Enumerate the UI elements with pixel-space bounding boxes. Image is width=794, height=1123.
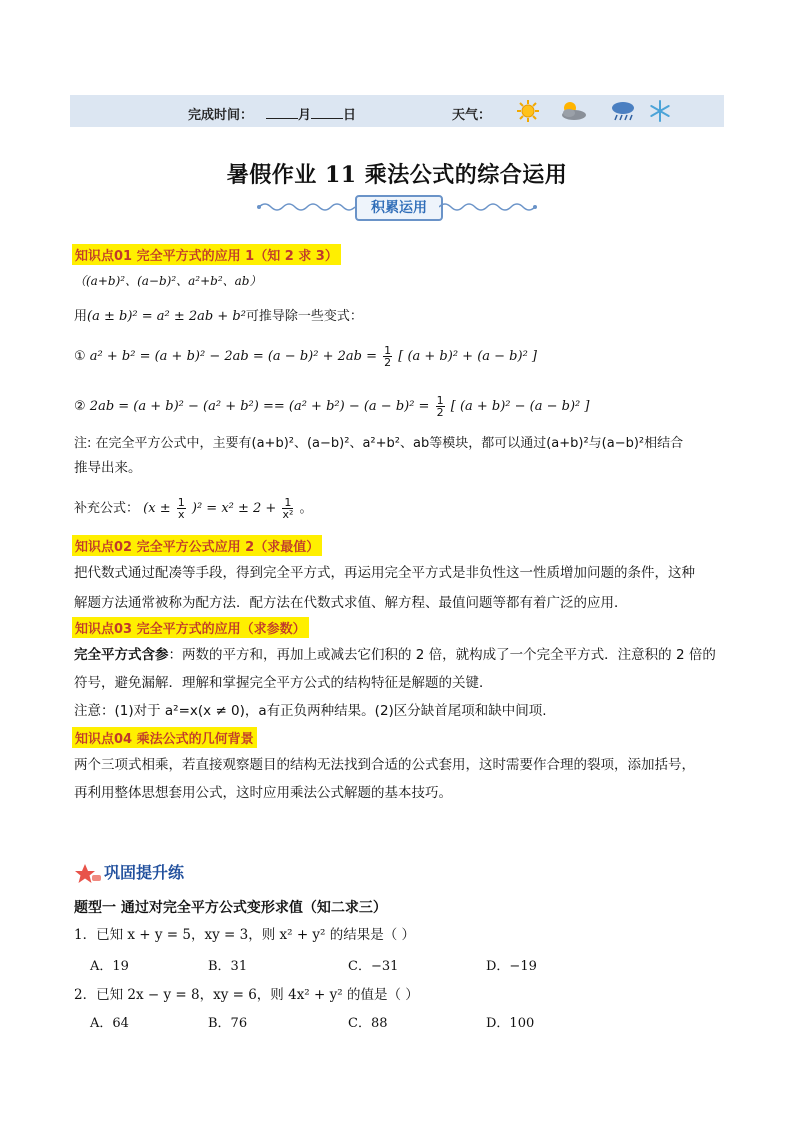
kp3-heading: 知识点03 完全平方式的应用（求参数） [72,617,309,638]
snowflake-icon [648,99,672,123]
kp1-formula-1-left: a² + b² = (a + b)² − 2ab = (a − b)² + 2ab = [89,349,377,364]
practice-section-title: 巩固提升练 [104,863,185,882]
question-type-title: 题型一 通过对完全平方公式变形求值（知二求三） [74,900,387,916]
kp1-formula-1-half [383,345,392,368]
kp2-line-1: 把代数式通过配凑等手段，得到完全平方式，再运用完全平方式是非负性这一性质增加问题的条件，这种 [74,565,695,581]
left-wave-ornament [255,193,355,221]
kp3-body [74,643,724,723]
kp4-heading-wrap [72,727,257,748]
kp1-intro-pre: 用 [74,309,88,324]
kp4-heading: 知识点04 乘法公式的几何背景 [72,727,257,748]
question-1-text: 1．已知 x + y = 5，xy = 3，则 x² + y² 的结果是（ ） [74,927,416,943]
right-wave-ornament [439,193,539,221]
kp4-line-1: 两个三项式相乘，若直接观察题目的结构无法找到合适的公式套用，这时需要作合理的裂项，添加括号， [74,757,695,773]
kp1-note-line-1: 注: 在完全平方公式中，主要有(a+b)²、(a−b)²、a²+b²、ab等模块，都可以通过(a+b)²与(a−b)²相结合 [74,436,684,451]
kp3-heading-wrap [72,617,309,638]
day-underline [311,106,343,119]
frac-numerator: 1 [177,496,185,509]
kp1-formula-2-number: ② [74,399,86,414]
kp1-formula-1-number: ① [74,349,86,364]
kp1-supplement-part-b: )² = x² ± 2 + [191,501,277,516]
kp3-line-1-text: ：两数的平方和，再加上或减去它们积的 2 倍，就构成了一个完全平方式．注意积的 2 倍的 [168,647,716,663]
subtitle-label: 积累运用 [355,195,443,221]
month-underline [266,106,298,119]
month-blank [266,104,356,123]
kp4-body [74,753,724,805]
kp2-heading-wrap [72,535,322,556]
frac-numerator: 1 [384,344,392,357]
kp1-supplement-frac-1 [177,497,186,520]
kp1-note-line-2: 推导出来。 [74,460,142,476]
kp3-line-1-bold: 完全平方式含参 [74,647,169,663]
kp1-formula-2-right: [ (a + b)² − (a − b)² ] [450,399,590,414]
frac-numerator: 1 [436,394,444,407]
question-1-option-a[interactable]: A．19 [90,959,129,974]
kp1-formula-2-left: 2ab = (a + b)² − (a² + b²) == (a² + b²) − (a − b)² = [89,399,430,414]
kp3-line-1 [74,643,724,667]
kp1-formula-1-right: [ (a + b)² + (a − b)² ] [398,349,537,364]
completion-time-label: 完成时间： [188,108,254,123]
practice-section-header [74,860,184,885]
frac-denominator: x [177,508,185,521]
subtitle-banner [255,193,539,221]
kp1-formula-2-half [436,395,445,418]
question-1-option-b[interactable]: B．31 [208,959,248,974]
kp2-line-2: 解题方法通常被称为配方法．配方法在代数式求值、解方程、最值问题等都有着广泛的应用． [74,595,628,611]
kp1-formula-1 [74,345,537,368]
question-2-option-a[interactable]: A．64 [90,1016,129,1031]
partly-cloudy-icon [558,99,588,123]
kp3-line-2: 符号，避免漏解．理解和掌握完全平方公式的结构特征是解题的关键． [74,675,493,691]
question-1-option-d[interactable]: D．−19 [486,959,537,974]
kp1-terms: （(a+b)²、(a−b)²、a²+b²、ab） [74,274,262,288]
frac-numerator: 1 [284,496,292,509]
header-bar [70,95,724,127]
kp1-intro [74,305,363,324]
kp1-note [74,432,724,480]
kp1-supplement-label: 补充公式： [74,501,140,516]
question-2-option-d[interactable]: D．100 [486,1016,535,1031]
kp1-heading: 知识点01 完全平方式的应用 1（知 2 求 3） [72,244,341,265]
question-1-option-c[interactable]: C．−31 [348,959,399,974]
question-2-text: 2．已知 2x − y = 8，xy = 6，则 4x² + y² 的值是（ ） [74,987,419,1003]
kp1-heading-wrap [72,244,341,265]
rain-icon [610,99,636,123]
question-2-option-b[interactable]: B．76 [208,1016,248,1031]
question-2-option-c[interactable]: C．88 [348,1016,388,1031]
kp1-supplement-end: 。 [299,501,313,516]
page-title: 暑假作业 11 乘法公式的综合运用 [226,162,568,188]
frac-denominator: 2 [384,356,392,369]
frac-denominator: x² [282,508,294,521]
month-label: 月 [298,108,312,123]
kp1-intro-post: 可推导除一些变式： [245,309,363,324]
kp1-supplement [74,497,313,520]
kp1-intro-formula: (a ± b)² = a² ± 2ab + b² [87,309,246,324]
day-label: 日 [343,108,357,123]
kp2-body [74,561,724,615]
kp3-line-3: 注意：(1)对于 a²=x(x ≠ 0)，a有正负两种结果。(2)区分缺首尾项和缺中间项. [74,703,547,719]
frac-denominator: 2 [436,406,444,419]
kp4-line-2: 再利用整体思想套用公式，这时应用乘法公式解题的基本技巧。 [74,785,452,801]
kp1-supplement-part-a: (x ± [143,501,171,516]
kp2-heading: 知识点02 完全平方公式应用 2（求最值） [72,535,322,556]
sun-icon [516,99,540,123]
weather-label: 天气： [452,108,492,123]
kp1-supplement-frac-2 [282,497,293,520]
star-icon [74,863,102,885]
kp1-formula-2 [74,395,589,418]
